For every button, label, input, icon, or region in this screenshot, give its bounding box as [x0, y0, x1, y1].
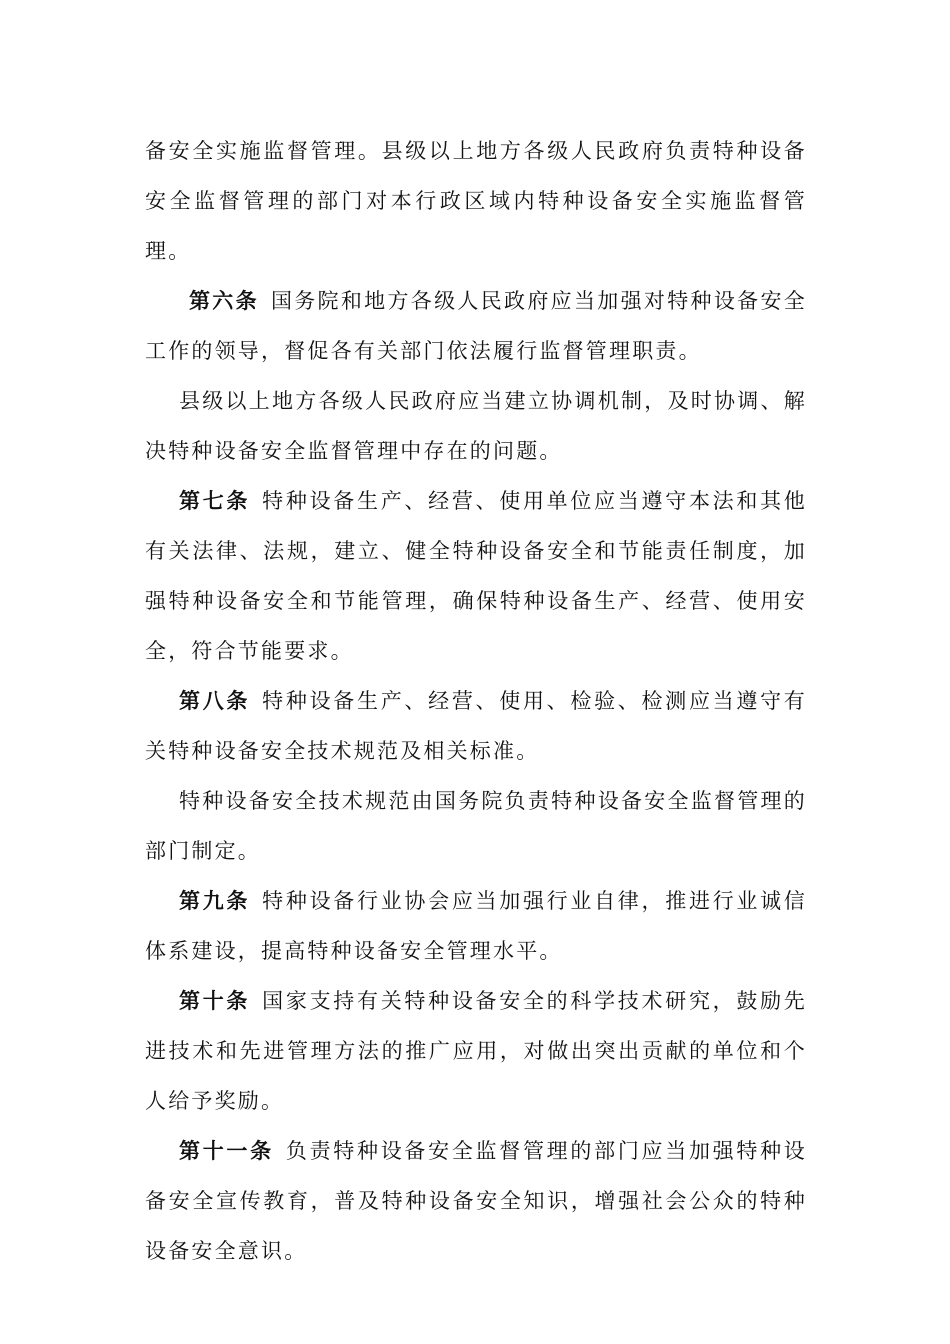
article-6 — [145, 276, 807, 376]
article-6-paragraph-2 — [145, 376, 807, 476]
article-number: 第六条 — [189, 288, 259, 313]
article-7 — [145, 476, 807, 676]
paragraph-text: 国家支持有关特种设备安全的科学技术研究，鼓励先进技术和先进管理方法的推广应用，对做出突出贡献的单位和个人给予奖励。 — [145, 989, 807, 1113]
paragraph-text: 负责特种设备安全监督管理的部门应当加强特种设备安全宣传教育，普及特种设备安全知识，增强社会公众的特种设备安全意识。 — [145, 1139, 807, 1263]
paragraph-text: 县级以上地方各级人民政府应当建立协调机制，及时协调、解决特种设备安全监督管理中存在的问题。 — [145, 389, 807, 463]
paragraph-text: 特种设备生产、经营、使用、检验、检测应当遵守有关特种设备安全技术规范及相关标准。 — [145, 689, 807, 763]
article-number: 第八条 — [179, 688, 251, 713]
paragraph-text: 备安全实施监督管理。县级以上地方各级人民政府负责特种设备安全监督管理的部门对本行政区域内特种设备安全实施监督管理。 — [145, 139, 807, 263]
paragraph-text: 特种设备安全技术规范由国务院负责特种设备安全监督管理的部门制定。 — [145, 789, 807, 863]
article-10 — [145, 976, 807, 1126]
article-9 — [145, 876, 807, 976]
article-8-paragraph-2 — [145, 776, 807, 876]
article-number: 第十一条 — [179, 1138, 274, 1163]
paragraph-text: 国务院和地方各级人民政府应当加强对特种设备安全工作的领导，督促各有关部门依法履行监督管理职责。 — [145, 289, 807, 363]
paragraph-continuation — [145, 126, 807, 276]
article-8 — [145, 676, 807, 776]
paragraph-text: 特种设备生产、经营、使用单位应当遵守本法和其他有关法律、法规，建立、健全特种设备安全和节能责任制度，加强特种设备安全和节能管理，确保特种设备生产、经营、使用安全，符合节能要求。 — [145, 489, 807, 663]
article-number: 第十条 — [179, 988, 251, 1013]
document-page — [145, 126, 807, 1276]
article-11 — [145, 1126, 807, 1276]
article-number: 第七条 — [179, 488, 251, 513]
article-number: 第九条 — [179, 888, 251, 913]
paragraph-text: 特种设备行业协会应当加强行业自律，推进行业诚信体系建设，提高特种设备安全管理水平。 — [145, 889, 807, 963]
